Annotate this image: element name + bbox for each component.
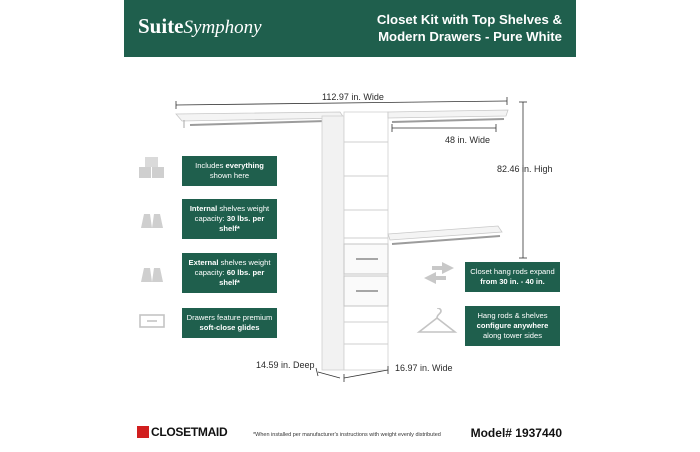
callout-text: Drawers feature premium	[186, 313, 273, 322]
right-lower-shelf	[388, 226, 502, 244]
tower-width-label: 16.97 in. Wide	[395, 363, 453, 373]
expand-arrows-icon	[422, 258, 456, 288]
right-top-shelf	[388, 110, 508, 122]
depth-label: 14.59 in. Deep	[256, 360, 315, 370]
hanger-icon	[416, 308, 458, 338]
callout-internal-capacity	[182, 199, 277, 239]
product-title: Closet Kit with Top Shelves & Modern Drawers - Pure White	[376, 12, 562, 44]
height-dimension-line	[519, 102, 527, 258]
callout-text: shelves weight capacity:	[194, 258, 271, 277]
callout-text: Closet hang rods expand	[470, 267, 555, 276]
callout-bold-text: everything	[225, 161, 264, 170]
callout-external-capacity	[182, 253, 277, 293]
callout-configurable	[465, 306, 560, 346]
height-label: 82.46 in. High	[497, 164, 553, 174]
callout-bold-text: soft-close glides	[199, 323, 260, 332]
callout-text: Hang rods & shelves	[477, 311, 548, 320]
callout-everything-included	[182, 156, 277, 186]
closet-tower	[322, 112, 388, 370]
weight-internal-icon	[137, 202, 167, 232]
weight-external-icon	[137, 256, 167, 286]
callout-text: along tower sides	[482, 331, 543, 340]
model-number: Model# 1937440	[470, 426, 562, 440]
callout-bold-text: External	[188, 258, 219, 267]
drawer-icon	[137, 306, 167, 336]
callout-bold-text: 60 lbs. per shelf*	[219, 268, 265, 287]
callout-text: Includes	[195, 161, 226, 170]
shelf-width-label: 48 in. Wide	[445, 135, 491, 145]
callout-bold-text: configure anywhere	[476, 321, 549, 330]
callout-bold-text: 30 lbs. per shelf*	[219, 214, 265, 233]
callout-text: shelves weight capacity:	[194, 204, 270, 223]
brand-name-part2: Symphony	[183, 17, 262, 38]
callout-bold-text: Internal	[189, 204, 218, 213]
logo-mark-icon	[137, 426, 149, 438]
logo-text: CLOSETMAID	[151, 425, 228, 439]
brand-name-part1: Suite	[138, 14, 184, 38]
kit-boxes-icon	[137, 153, 167, 183]
callout-text: shown here	[209, 171, 250, 180]
shelf-width-dimension-line	[392, 124, 496, 132]
left-top-shelf	[176, 112, 344, 128]
weight-disclaimer: *When installed per manufacturer's instructions with weight evenly distributed	[253, 432, 441, 438]
callout-expandable-rods	[465, 262, 560, 292]
callout-soft-close	[182, 308, 277, 338]
callout-bold-text: from 30 in. - 40 in.	[480, 277, 545, 286]
closetmaid-logo	[137, 425, 227, 439]
overall-width-label: 112.97 in. Wide	[322, 92, 384, 102]
